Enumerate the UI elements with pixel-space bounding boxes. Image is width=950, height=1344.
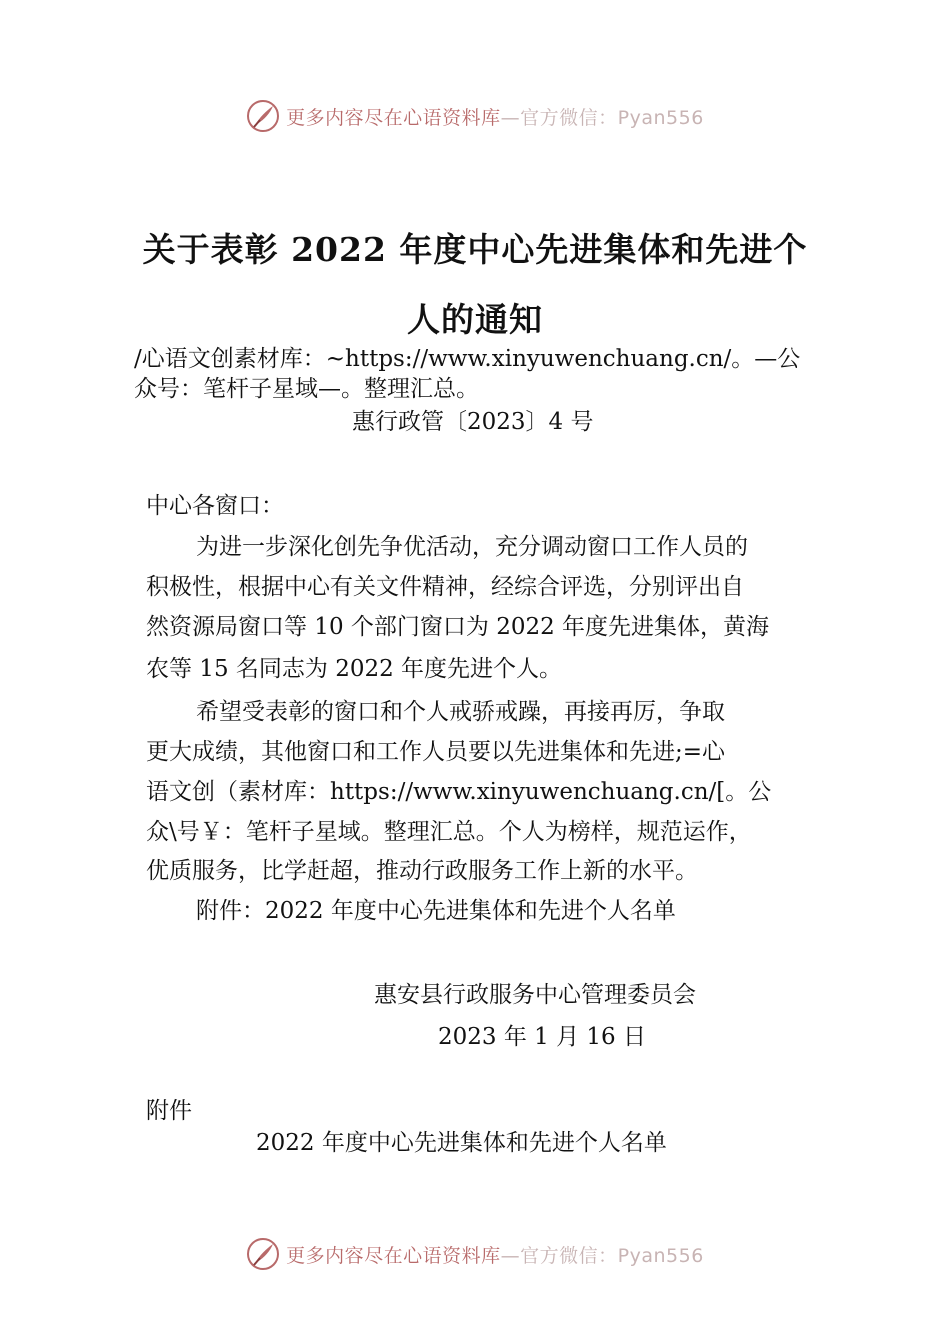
feather-pen-logo bbox=[246, 99, 280, 133]
source-note-line-2: 众号：笔杆子星域—。整理汇总。 bbox=[134, 376, 479, 402]
paragraph-2-line-1: 希望受表彰的窗口和个人戒骄戒躁，再接再厉，争取 bbox=[196, 699, 725, 725]
footer-banner bbox=[0, 1234, 950, 1274]
banner-wechat-text: —官方微信：Pyan556 bbox=[500, 1244, 704, 1267]
document-title-line-1: 关于表彰 2022 年度中心先进集体和先进个 bbox=[142, 230, 808, 269]
paragraph-1-line-1: 为进一步深化创先争优活动，充分调动窗口工作人员的 bbox=[196, 534, 748, 560]
signature-date: 2023 年 1 月 16 日 bbox=[438, 1024, 646, 1050]
paragraph-2-line-2: 更大成绩，其他窗口和工作人员要以先进集体和先进;=心 bbox=[146, 739, 726, 765]
paragraph-1-line-4: 农等 15 名同志为 2022 年度先进个人。 bbox=[146, 656, 563, 682]
banner-brand-text: 更多内容尽在心语资料库 bbox=[286, 106, 501, 129]
attachment-note: 附件：2022 年度中心先进集体和先进个人名单 bbox=[196, 898, 676, 924]
banner-wechat-text: —官方微信：Pyan556 bbox=[500, 106, 704, 129]
salutation: 中心各窗口： bbox=[146, 493, 284, 519]
banner-text bbox=[286, 1241, 704, 1268]
paragraph-1-line-3: 然资源局窗口等 10 个部门窗口为 2022 年度先进集体，黄海 bbox=[146, 614, 770, 640]
header-banner bbox=[0, 96, 950, 136]
appendix-title: 2022 年度中心先进集体和先进个人名单 bbox=[256, 1130, 667, 1156]
paragraph-1-line-2: 积极性，根据中心有关文件精神，经综合评选，分别评出自 bbox=[146, 574, 744, 600]
banner-text bbox=[286, 103, 704, 130]
paragraph-2-line-3: 语文创（素材库：https://www.xinyuwenchuang.cn/[。公 bbox=[146, 779, 772, 805]
paragraph-2-line-5: 优质服务，比学赶超，推动行政服务工作上新的水平。 bbox=[146, 858, 698, 884]
appendix-label: 附件 bbox=[146, 1098, 192, 1124]
feather-pen-logo bbox=[246, 1237, 280, 1271]
document-number: 惠行政管〔2023〕4 号 bbox=[352, 409, 594, 435]
signature-organization: 惠安县行政服务中心管理委员会 bbox=[374, 982, 696, 1008]
banner-brand-text: 更多内容尽在心语资料库 bbox=[286, 1244, 501, 1267]
source-note-line-1: /心语文创素材库：~https://www.xinyuwenchuang.cn/。—公 bbox=[134, 346, 801, 372]
paragraph-2-line-4: 众\号￥：笔杆子星域。整理汇总。个人为榜样，规范运作， bbox=[146, 819, 752, 845]
document-title-line-2: 人的通知 bbox=[407, 300, 543, 339]
